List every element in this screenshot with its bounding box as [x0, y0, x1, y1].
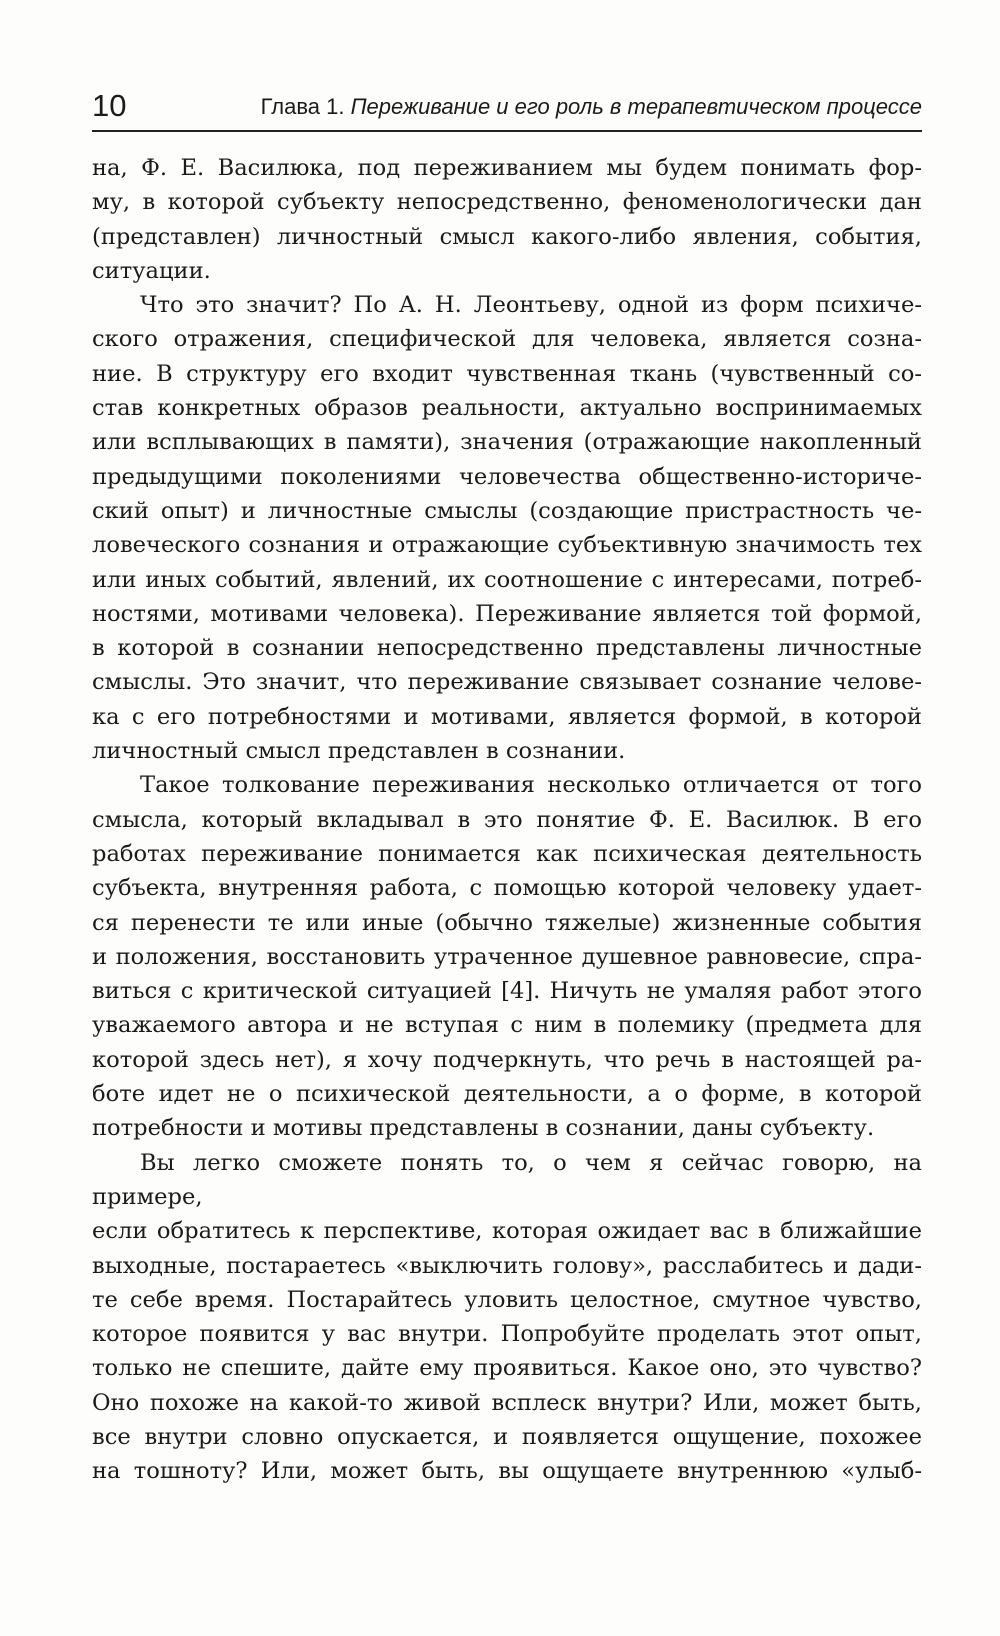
page-header [92, 86, 922, 132]
body-text [92, 151, 922, 1489]
text-line: Что это значит? По А. Н. Леонтьеву, одной из форм психиче- [140, 292, 922, 319]
text-line: ся перенести те или иные (обычно тяжелые) жизненные события [92, 909, 922, 936]
text-line: в которой в сознании непосредственно представлены личностные [92, 635, 922, 662]
text-line: (представлен) личностный смысл какого-либо явления, события, [92, 223, 922, 250]
text-line: Оно похоже на какой-то живой всплеск внутри? Или, может быть, [92, 1389, 922, 1416]
text-line: на, Ф. Е. Василюка, под переживанием мы будем понимать фор- [92, 155, 922, 181]
text-line: личностный смысл представлен в сознании. [92, 738, 626, 765]
text-line: смысла, который вкладывал в это понятие Ф. Е. Василюк. В его [92, 806, 922, 833]
text-line: если обратитесь к перспективе, которая ожидает вас в ближайшие [92, 1218, 922, 1245]
text-line: выходные, постараетесь «выключить голову», расслабитесь и дади- [92, 1252, 922, 1279]
text-line: смыслы. Это значит, что переживание связывает сознание челове- [92, 669, 922, 696]
text-line: работах переживание понимается как психическая деятельность [92, 840, 922, 867]
text-line: му, в которой субъекту непосредственно, феноменологически дан [92, 189, 922, 216]
text-line: только не спешите, дайте ему проявиться. Какое оно, это чувство? [92, 1355, 922, 1382]
text-line: ский опыт) и личностные смыслы (создающие пристрастность че- [92, 497, 922, 524]
text-line: на тошноту? Или, может быть, вы ощущаете внутреннюю «улыб- [92, 1458, 922, 1485]
text-line: или всплывающих в памяти), значения (отражающие накопленный [92, 429, 922, 456]
text-line: ние. В структуру его входит чувственная ткань (чувственный со- [92, 360, 922, 387]
page-number: 10 [92, 88, 127, 123]
text-line: ловеческого сознания и отражающие субъективную значимость тех [92, 532, 922, 559]
text-line: Такое толкование переживания несколько отличается от того [140, 772, 922, 799]
chapter-label: Глава 1. [260, 94, 345, 119]
text-line: ситуации. [92, 257, 211, 284]
text-line: те себе время. Постарайтесь уловить целостное, смутное чувство, [92, 1286, 922, 1313]
text-line: которое появится у вас внутри. Попробуйте проделать этот опыт, [92, 1321, 922, 1348]
running-head [261, 90, 922, 124]
chapter-title: Переживание и его роль в терапевтическом процессе [350, 94, 922, 119]
text-line: все внутри словно опускается, и появляется ощущение, похожее [92, 1423, 922, 1450]
text-line: став конкретных образов реальности, актуально воспринимаемых [92, 395, 922, 422]
text-line: ностями, мотивами человека). Переживание является той формой, [92, 600, 922, 627]
text-line: ского отражения, специфической для человека, является созна- [92, 326, 922, 353]
text-line: виться с критической ситуацией [4]. Ничуть не умаляя работ этого [92, 978, 922, 1005]
text-line: Вы легко сможете понять то, о чем я сейчас говорю, на примере, [92, 1149, 922, 1210]
text-line: уважаемого автора и не вступая с ним в полемику (предмета для [92, 1012, 922, 1039]
text-line: ка с его потребностями и мотивами, является формой, в которой [92, 703, 922, 730]
text-line: и положения, восстановить утраченное душевное равновесие, спра- [92, 943, 922, 970]
text-line: которой здесь нет), я хочу подчеркнуть, что речь в настоящей ра- [92, 1046, 922, 1073]
text-line: субъекта, внутренняя работа, с помощью которой человеку удает- [92, 875, 922, 902]
text-line: потребности и мотивы представлены в сознании, даны субъекту. [92, 1115, 875, 1142]
text-line: или иных событий, явлений, их соотношение с интересами, потреб- [92, 566, 922, 593]
text-line: боте идет не о психической деятельности, а о форме, в которой [92, 1081, 922, 1108]
text-line: предыдущими поколениями человечества общественно-историче- [92, 463, 922, 490]
